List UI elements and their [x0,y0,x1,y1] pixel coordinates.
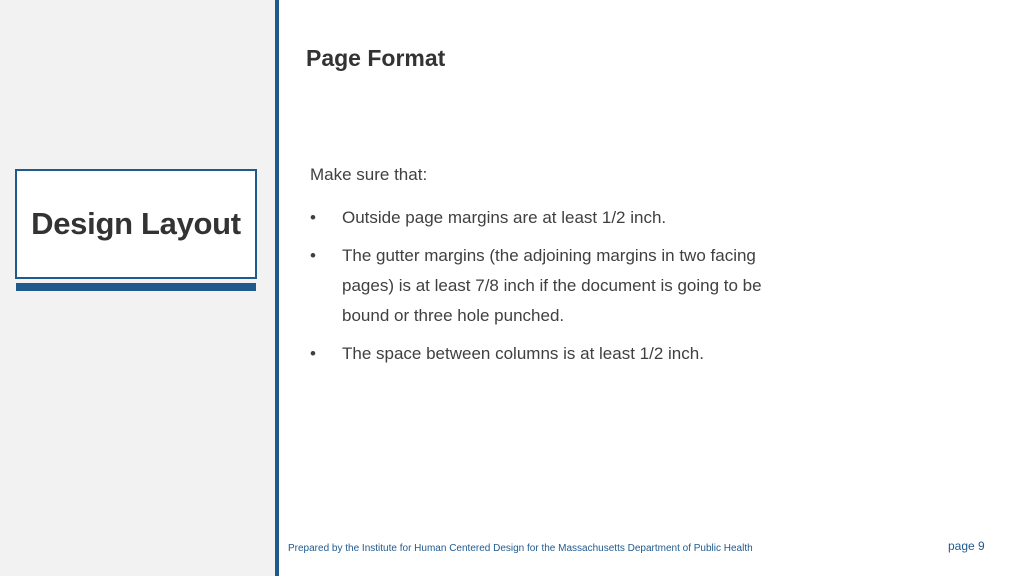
page-title: Page Format [306,45,446,71]
section-title-box [15,169,257,279]
vertical-divider [275,0,279,576]
bullet-item [310,241,810,331]
bullet-text: The gutter margins (the adjoining margins in two facing pages) is at least 7/8 inch if the document is going to be bound or three hole punched. [342,246,762,325]
bullet-list [310,203,810,377]
bullet-item [310,339,810,369]
bullet-text: Outside page margins are at least 1/2 inch. [342,208,667,227]
bullet-text: The space between columns is at least 1/2 inch. [342,344,704,363]
bullet-icon: • [310,246,316,265]
intro-text: Make sure that: [310,165,428,184]
page-number: page 9 [948,539,985,553]
bullet-item [310,203,810,233]
bullet-icon: • [310,208,316,227]
section-underline-bar [16,283,256,291]
bullet-icon: • [310,344,316,363]
section-title: Design Layout [31,206,241,241]
footer-credit: Prepared by the Institute for Human Centered Design for the Massachusetts Department of Public Health [288,543,753,554]
